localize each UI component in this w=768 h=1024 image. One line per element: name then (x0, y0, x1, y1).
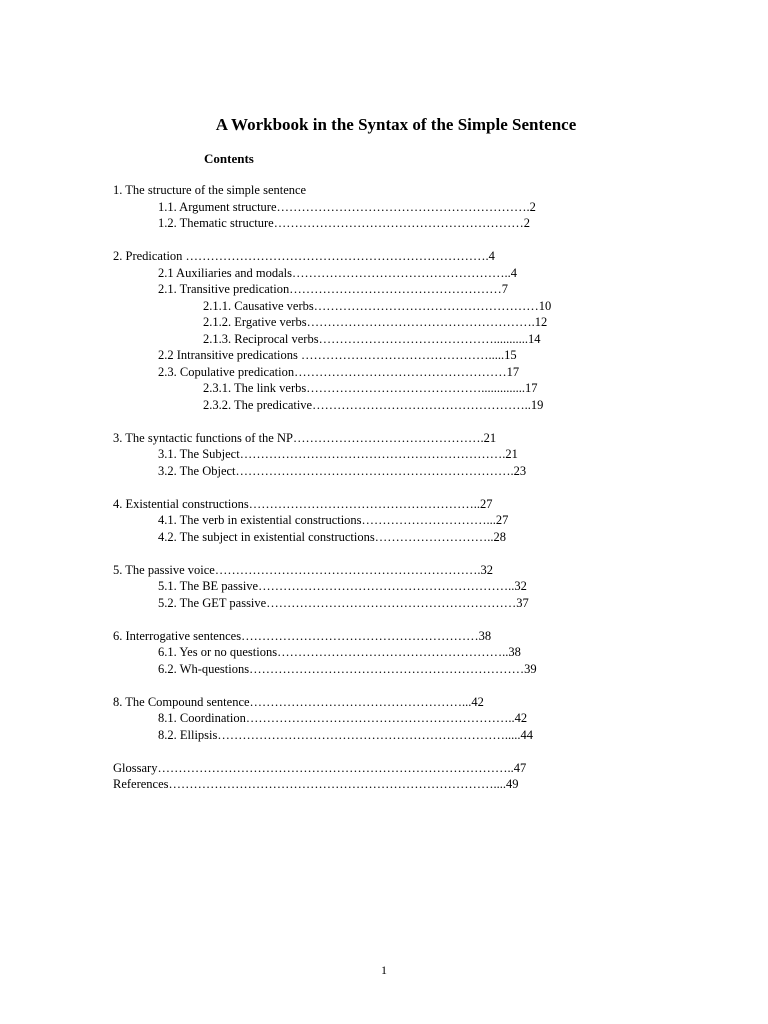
toc-entry-1-2 (0, 215, 768, 232)
toc-entry-2-1-3 (0, 331, 768, 348)
toc-entry-text: 1.1. Argument structure…………………………………………………….2 (158, 199, 536, 214)
toc-entry-text: 5. The passive voice……………………………………………………….32 (113, 562, 493, 577)
toc-entry-5-2 (0, 595, 768, 612)
toc-entry-3 (0, 430, 768, 447)
toc-entry-8 (0, 694, 768, 711)
toc-entry-4-1 (0, 512, 768, 529)
toc-entry-text: 5.1. The BE passive……………………………………………………..32 (158, 579, 527, 593)
toc-entry-text: 2. Predication ……………………………………………………………….4 (113, 249, 495, 263)
document-title: A Workbook in the Syntax of the Simple Sentence (215, 115, 577, 134)
toc-entry-text: 2.2 Intransitive predications ……………………………………….....15 (158, 348, 517, 362)
toc-entry-3-1 (0, 446, 768, 463)
toc-entry-2-1-transitive (0, 281, 768, 298)
toc-entry-2-3 (0, 364, 768, 381)
toc-entry-8-1 (0, 710, 768, 727)
toc-entry-8-2 (0, 727, 768, 744)
toc-entry-text: 4. Existential constructions………………………………………………..27 (113, 496, 493, 511)
toc-entry-references (0, 776, 768, 793)
toc-entry-1 (0, 182, 768, 199)
toc-entry-2-3-1 (0, 380, 768, 397)
toc-entry-text: 2.3.1. The link verbs……………………………………..............17 (203, 381, 538, 395)
toc-entry-5-1 (0, 578, 768, 595)
toc-entry-text: 2.1 Auxiliaries and modals……………………………………………..4 (158, 265, 518, 280)
toc-entry-text: 2.3. Copulative predication……………………………………………17 (158, 364, 520, 379)
page-number: 1 (381, 963, 387, 977)
toc-entry-2-1-aux (0, 265, 768, 282)
toc-entry-text: References……………………………………………………………………....49 (113, 777, 519, 791)
toc-entry-text: 2.3.2. The predicative……………………………………………..19 (203, 397, 544, 412)
toc-entry-text: 8. The Compound sentence……………………………………………...42 (113, 694, 484, 709)
toc-entry-text: 4.2. The subject in existential constructions………………………..28 (158, 529, 506, 544)
toc-entry-1-1 (0, 199, 768, 216)
toc-entry-2-1-1 (0, 298, 768, 315)
toc-entry-text: Glossary…………………………………………………………………………..47 (113, 760, 527, 775)
toc-entry-2-1-2 (0, 314, 768, 331)
toc-entry-2 (0, 248, 768, 265)
toc-entry-6 (0, 628, 768, 645)
toc-entry-4 (0, 496, 768, 513)
toc-entry-6-1 (0, 644, 768, 661)
toc-entry-4-2 (0, 529, 768, 546)
toc-entry-text: 8.2. Ellipsis…………………………………………………………….....44 (158, 727, 534, 742)
toc-entry-glossary (0, 760, 768, 777)
toc-entry-text: 5.2. The GET passive……………………………………………………37 (158, 595, 529, 610)
toc-entry-2-3-2 (0, 397, 768, 414)
toc-entry-text: 2.1.2. Ergative verbs……………………………………………….12 (203, 315, 548, 329)
toc-entry-text: 4.1. The verb in existential constructions…………………………...27 (158, 513, 509, 527)
toc-entry-text: 1. The structure of the simple sentence (113, 183, 307, 197)
toc-entry-text: 1.2. Thematic structure……………………………………………………2 (158, 216, 530, 230)
toc-entry-text: 6.2. Wh-questions…………………………………………………………39 (158, 661, 537, 676)
toc-entry-text: 2.1. Transitive predication……………………………………………7 (158, 282, 508, 296)
toc-entry-5 (0, 562, 768, 579)
toc-entry-2-2 (0, 347, 768, 364)
toc-entry-6-2 (0, 661, 768, 678)
toc-entry-text: 8.1. Coordination………………………………………………………..42 (158, 711, 528, 725)
toc-entry-text: 6. Interrogative sentences…………………………………………………38 (113, 628, 492, 643)
toc-entry-text: 3.1. The Subject……………………………………………………….21 (158, 447, 518, 461)
toc-entry-text: 3. The syntactic functions of the NP……………………………………….21 (113, 430, 497, 445)
toc-entry-3-2 (0, 463, 768, 480)
toc-entry-text: 2.1.3. Reciprocal verbs……………………………………...........14 (203, 331, 541, 346)
contents-heading: Contents (204, 151, 254, 166)
toc-entry-text: 2.1.1. Causative verbs………………………………………………10 (203, 298, 552, 313)
table-of-contents (0, 182, 768, 793)
toc-entry-text: 6.1. Yes or no questions………………………………………………..38 (158, 645, 521, 659)
toc-entry-text: 3.2. The Object………………………………………………………….23 (158, 463, 527, 478)
